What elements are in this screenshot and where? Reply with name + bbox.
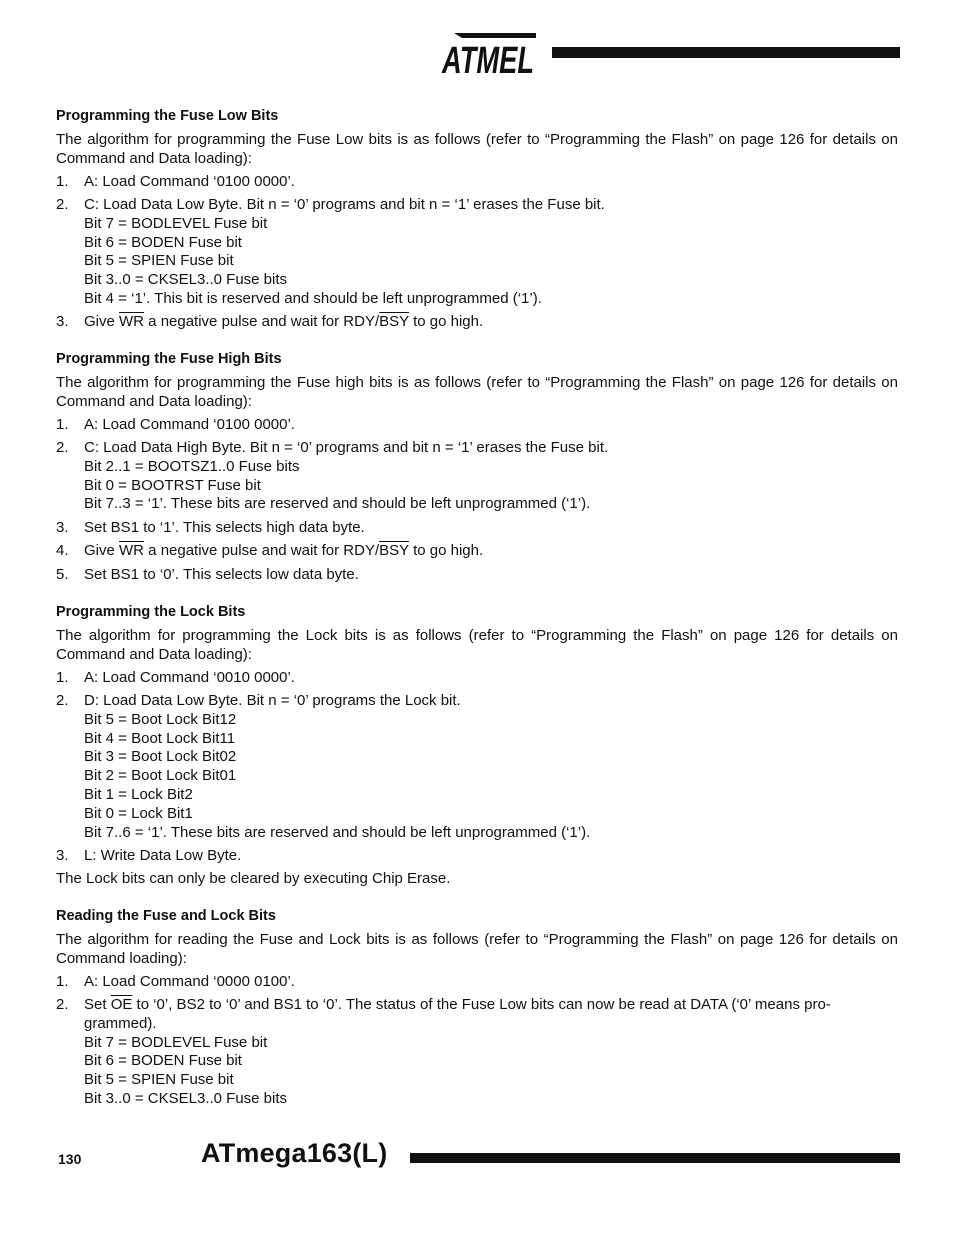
sub-line: Bit 5 = SPIEN Fuse bit bbox=[84, 252, 234, 270]
item-text: A: Load Command ‘0000 0100’. bbox=[84, 972, 295, 990]
footer-rule bbox=[410, 1153, 900, 1163]
item-number: 2. bbox=[56, 195, 69, 213]
item-number: 2. bbox=[56, 995, 69, 1013]
sub-line: Bit 4 = Boot Lock Bit11 bbox=[84, 729, 236, 747]
section-reading-fuse-lock bbox=[56, 907, 898, 1113]
item-text: Set BS1 to ‘0’. This selects low data byte. bbox=[84, 565, 359, 583]
atmel-logo bbox=[440, 29, 538, 82]
document-title: ATmega163(L) bbox=[201, 1138, 388, 1168]
list-item bbox=[56, 313, 898, 332]
sub-line: Bit 7..6 = ‘1’. These bits are reserved and should be left unprogrammed (‘1’). bbox=[84, 823, 591, 841]
sub-line: Bit 3 = Boot Lock Bit02 bbox=[84, 748, 237, 766]
section-fuse-high bbox=[56, 350, 898, 589]
item-text: L: Write Data Low Byte. bbox=[84, 846, 242, 864]
list-item bbox=[56, 669, 898, 688]
item-text-mid: a negative pulse and wait for RDY/ bbox=[144, 542, 380, 560]
item-text: C: Load Data Low Byte. Bit n = ‘0’ programs and bit n = ‘1’ erases the Fuse bit. bbox=[84, 195, 605, 213]
sub-line: Bit 2..1 = BOOTSZ1..0 Fuse bits bbox=[84, 457, 300, 475]
item-text-pre: Give bbox=[84, 542, 120, 560]
item-number: 3. bbox=[56, 518, 69, 536]
section-intro: The algorithm for reading the Fuse and Lock bits is as follows (refer to “Programming the Flash” on page 126 for details on Command loading): bbox=[56, 931, 898, 967]
list-item bbox=[56, 439, 898, 514]
list-item bbox=[56, 196, 898, 309]
list-item bbox=[56, 416, 898, 435]
section-heading: Programming the Fuse Low Bits bbox=[56, 108, 279, 124]
section-intro: The algorithm for programming the Fuse Low bits is as follows (refer to “Programming the Flash” on page 126 for details on Command and Data loading): bbox=[56, 131, 898, 167]
sub-line: Bit 7 = BODLEVEL Fuse bit bbox=[84, 214, 268, 232]
page-number: 130 bbox=[58, 1151, 82, 1167]
list-item bbox=[56, 847, 898, 866]
sub-line: Bit 6 = BODEN Fuse bit bbox=[84, 233, 242, 251]
list-item bbox=[56, 519, 898, 538]
list-item bbox=[56, 566, 898, 585]
item-text: D: Load Data Low Byte. Bit n = ‘0’ programs the Lock bit. bbox=[84, 691, 461, 709]
item-text-pre: Set bbox=[84, 995, 111, 1013]
list-item bbox=[56, 996, 898, 1109]
item-text-continued: grammed). bbox=[84, 1014, 157, 1032]
item-text-mid: a negative pulse and wait for RDY/ bbox=[144, 313, 380, 331]
section-intro: The algorithm for programming the Lock bits is as follows (refer to “Programming the Flash” on page 126 for details on Command and Data loading): bbox=[56, 627, 898, 663]
sub-line: Bit 5 = Boot Lock Bit12 bbox=[84, 710, 237, 728]
item-number: 1. bbox=[56, 172, 69, 190]
item-text: A: Load Command ‘0100 0000’. bbox=[84, 415, 295, 433]
list-item bbox=[56, 692, 898, 842]
item-text: Set BS1 to ‘1’. This selects high data byte. bbox=[84, 518, 365, 536]
svg-text:ATMEL: ATMEL bbox=[441, 40, 534, 82]
section-lock-bits bbox=[56, 603, 898, 893]
signal-bsy: $\overline{BSY}$ bbox=[379, 313, 409, 331]
list-item bbox=[56, 173, 898, 192]
section-intro: The algorithm for programming the Fuse high bits is as follows (refer to “Programming the Flash” on page 126 for details on Command and Data loading): bbox=[56, 374, 898, 410]
item-text-post: to ‘0’, BS2 to ‘0’ and BS1 to ‘0’. The status of the Fuse Low bits can now be read at DATA (‘0’ means pro- bbox=[132, 995, 831, 1013]
item-number: 3. bbox=[56, 846, 69, 864]
sub-line: Bit 1 = Lock Bit2 bbox=[84, 785, 193, 803]
sub-line: Bit 6 = BODEN Fuse bit bbox=[84, 1052, 242, 1070]
sub-line: Bit 2 = Boot Lock Bit01 bbox=[84, 767, 237, 785]
sub-line: Bit 5 = SPIEN Fuse bit bbox=[84, 1071, 234, 1089]
item-number: 3. bbox=[56, 313, 69, 331]
sub-line: Bit 4 = ‘1’. This bit is reserved and should be left unprogrammed (‘1’). bbox=[84, 289, 542, 307]
sub-line: Bit 0 = Lock Bit1 bbox=[84, 804, 193, 822]
item-number: 1. bbox=[56, 972, 69, 990]
item-text: C: Load Data High Byte. Bit n = ‘0’ programs and bit n = ‘1’ erases the Fuse bit. bbox=[84, 438, 609, 456]
item-text-post: to go high. bbox=[408, 313, 484, 331]
header-rule bbox=[552, 47, 900, 58]
section-heading: Reading the Fuse and Lock Bits bbox=[56, 908, 276, 924]
item-text bbox=[84, 996, 898, 1015]
item-number: 1. bbox=[56, 415, 69, 433]
signal-wr: $\overline{WR}$ bbox=[119, 542, 145, 560]
signal-bsy: $\overline{BSY}$ bbox=[379, 542, 409, 560]
section-heading: Programming the Lock Bits bbox=[56, 604, 246, 620]
sub-line: Bit 3..0 = CKSEL3..0 Fuse bits bbox=[84, 271, 288, 289]
item-text: A: Load Command ‘0010 0000’. bbox=[84, 668, 295, 686]
item-number: 2. bbox=[56, 691, 69, 709]
sub-line: Bit 7 = BODLEVEL Fuse bit bbox=[84, 1033, 268, 1051]
item-number: 4. bbox=[56, 542, 69, 560]
section-fuse-low bbox=[56, 107, 898, 337]
item-number: 2. bbox=[56, 438, 69, 456]
signal-wr: $\overline{WR}$ bbox=[119, 313, 145, 331]
item-number: 5. bbox=[56, 565, 69, 583]
sub-line: Bit 7..3 = ‘1’. These bits are reserved and should be left unprogrammed (‘1’). bbox=[84, 495, 591, 513]
sub-line: Bit 3..0 = CKSEL3..0 Fuse bits bbox=[84, 1089, 288, 1107]
sub-line: Bit 0 = BOOTRST Fuse bit bbox=[84, 476, 261, 494]
section-heading: Programming the Fuse High Bits bbox=[56, 351, 282, 367]
list-item bbox=[56, 973, 898, 992]
list-item bbox=[56, 542, 898, 561]
signal-oe: $\overline{OE}$ bbox=[110, 995, 133, 1013]
item-text-pre: Give bbox=[84, 313, 120, 331]
section-note: The Lock bits can only be cleared by executing Chip Erase. bbox=[56, 870, 451, 888]
item-text: A: Load Command ‘0100 0000’. bbox=[84, 172, 295, 190]
item-number: 1. bbox=[56, 668, 69, 686]
item-text-post: to go high. bbox=[408, 542, 484, 560]
